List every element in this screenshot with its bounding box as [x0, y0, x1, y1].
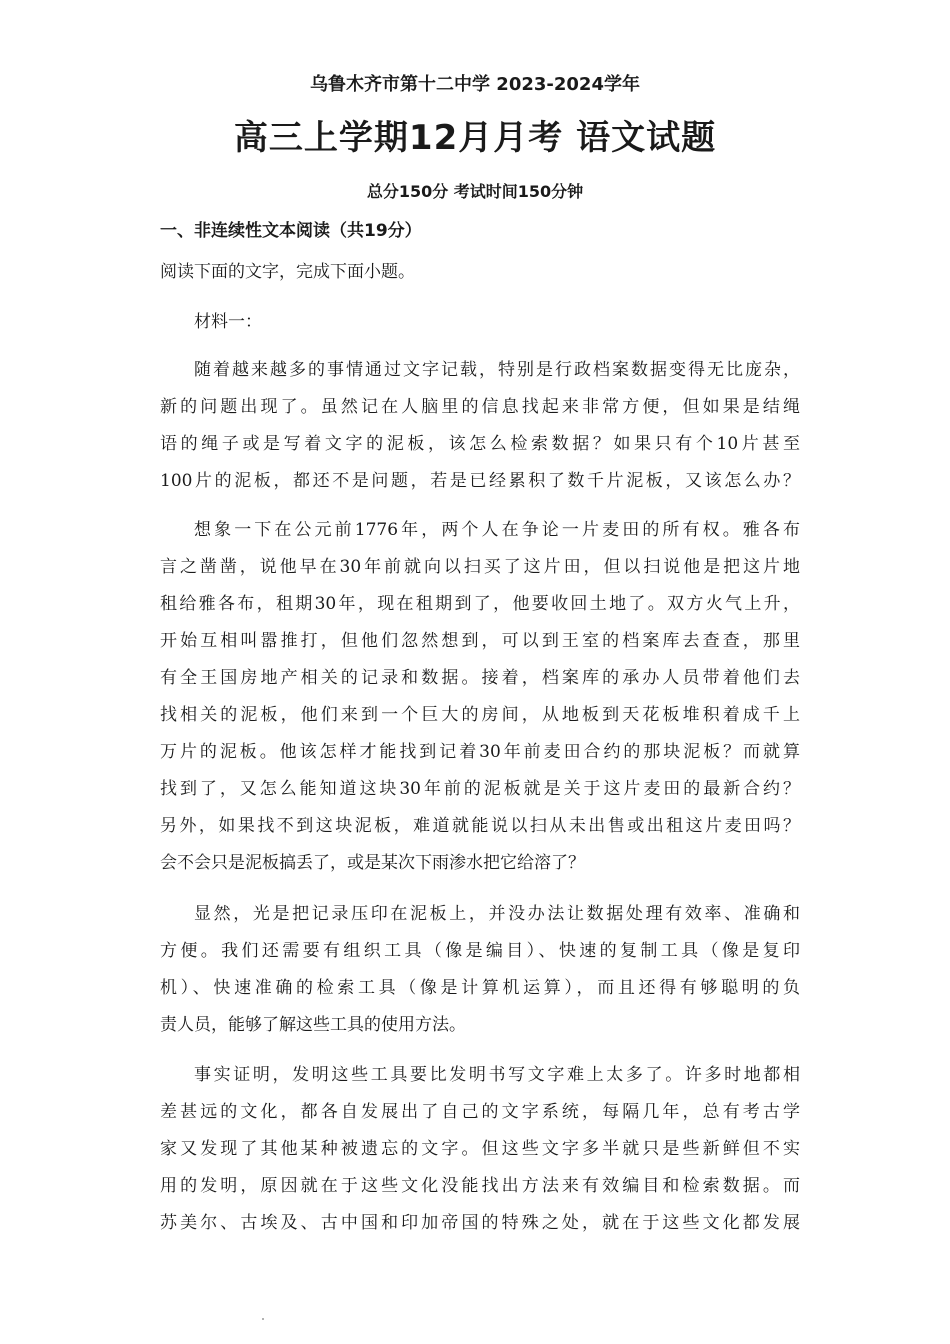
page-speck [262, 1318, 264, 1320]
paragraph-line: 差甚远的文化，都各自发展出了自己的文字系统，每隔几年，总有考古学 [160, 1102, 800, 1122]
paragraph-line: 万片的泥板。他该怎样才能找到记着30年前麦田合约的那块泥板？而就算 [160, 742, 800, 762]
material-label: 材料一： [194, 312, 262, 332]
paragraph-line: 100片的泥板，都还不是问题，若是已经累积了数千片泥板，又该怎么办？ [160, 471, 800, 491]
paragraph-line: 找到了，又怎么能知道这块30年前的泥板就是关于这片麦田的最新合约？ [160, 779, 800, 799]
paragraph-line: 机）、快速准确的检索工具（像是计算机运算），而且还得有够聪明的负 [160, 978, 800, 998]
paragraph-line: 有全王国房地产相关的记录和数据。接着，档案库的承办人员带着他们去 [160, 668, 800, 688]
paragraph-line: 责人员，能够了解这些工具的使用方法。 [160, 1015, 466, 1035]
paragraph-line: 苏美尔、古埃及、古中国和印加帝国的特殊之处，就在于这些文化都发展 [160, 1213, 800, 1233]
school-header: 乌鲁木齐市第十二中学 2023-2024学年 [310, 74, 640, 95]
paragraph-line: 用的发明，原因就在于这些文化没能找出方法来有效编目和检索数据。而 [160, 1176, 800, 1196]
paragraph-line: 另外，如果找不到这块泥板，难道就能说以扫从未出售或出租这片麦田吗？ [160, 816, 800, 836]
paragraph-line: 家又发现了其他某种被遗忘的文字。但这些文字多半就只是些新鲜但不实 [160, 1139, 800, 1159]
section-heading: 一、非连续性文本阅读（共19分） [160, 221, 422, 241]
paragraph-line: 开始互相叫嚣推打，但他们忽然想到，可以到王室的档案库去查查，那里 [160, 631, 800, 651]
paragraph-line: 显然，光是把记录压印在泥板上，并没办法让数据处理有效率、准确和 [194, 904, 800, 924]
paragraph-line: 新的问题出现了。虽然记在人脑里的信息找起来非常方便，但如果是结绳 [160, 397, 800, 417]
paragraph-line: 租给雅各布，租期30年，现在租期到了，他要收回土地了。双方火气上升， [160, 594, 800, 614]
paragraph-line: 找相关的泥板，他们来到一个巨大的房间，从地板到天花板堆积着成千上 [160, 705, 800, 725]
paragraph-line: 事实证明，发明这些工具要比发明书写文字难上太多了。许多时地都相 [194, 1065, 800, 1085]
paragraph-line: 随着越来越多的事情通过文字记载，特别是行政档案数据变得无比庞杂， [194, 360, 800, 380]
instruction-text: 阅读下面的文字，完成下面小题。 [160, 262, 415, 282]
paragraph-line: 言之凿凿，说他早在30年前就向以扫买了这片田，但以扫说他是把这片地 [160, 557, 800, 577]
exam-title: 高三上学期12月月考 语文试题 [233, 118, 717, 158]
paragraph-line: 想象一下在公元前1776年，两个人在争论一片麦田的所有权。雅各布 [194, 520, 800, 540]
paragraph-line: 会不会只是泥板搞丢了，或是某次下雨渗水把它给溶了？ [160, 853, 585, 873]
paragraph-line: 方便。我们还需要有组织工具（像是编目）、快速的复制工具（像是复印 [160, 941, 800, 961]
exam-info: 总分150分 考试时间150分钟 [366, 182, 584, 201]
paragraph-line: 语的绳子或是写着文字的泥板，该怎么检索数据？如果只有个10片甚至 [160, 434, 800, 454]
